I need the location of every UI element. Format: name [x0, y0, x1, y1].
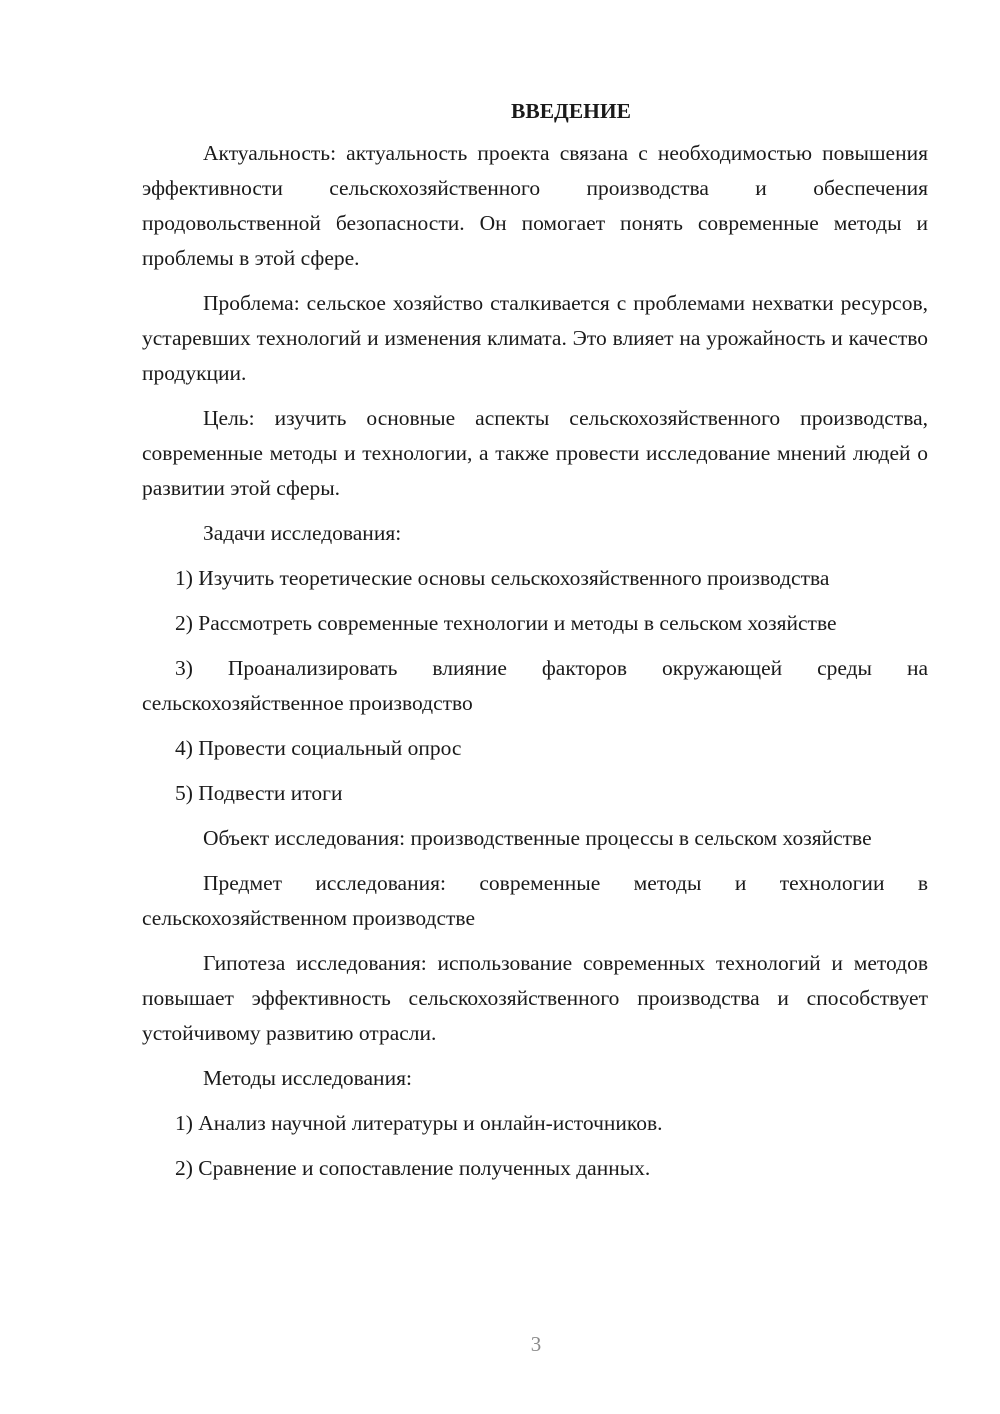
task-item-4: 4) Провести социальный опрос [175, 736, 462, 760]
tasks-heading: Задачи исследования: [203, 521, 402, 545]
page-number: 3 [530, 1332, 542, 1356]
task-item-3: 3) Проанализировать влияние факторов окружающей среды на сельскохозяйственное производство [142, 656, 928, 715]
methods-heading: Методы исследования: [203, 1066, 412, 1090]
task-item-1: 1) Изучить теоретические основы сельскохозяйственного производства [175, 566, 830, 590]
problem-paragraph: Проблема: сельское хозяйство сталкивается с проблемами нехватки ресурсов, устаревших технологий и изменения климата. Это влияет на урожайность и качество продукции. [142, 291, 928, 385]
task-item-2: 2) Рассмотреть современные технологии и методы в сельском хозяйстве [175, 611, 837, 635]
subject-paragraph: Предмет исследования: современные методы и технологии в сельскохозяйственном производстве [142, 871, 928, 930]
method-item-1: 1) Анализ научной литературы и онлайн-источников. [175, 1111, 663, 1135]
relevance-paragraph: Актуальность: актуальность проекта связана с необходимостью повышения эффективности сельскохозяйственного производства и обеспечения продовольственной безопасности. Он помогает понять современные методы и проблемы в этой сфере. [142, 141, 928, 270]
page-title: ВВЕДЕНИЕ [511, 99, 631, 123]
document-page [142, 96, 928, 1196]
method-item-2: 2) Сравнение и сопоставление полученных данных. [175, 1156, 651, 1180]
object-paragraph: Объект исследования: производственные процессы в сельском хозяйстве [203, 826, 872, 850]
goal-paragraph: Цель: изучить основные аспекты сельскохозяйственного производства, современные методы и технологии, а также провести исследование мнений людей о развитии этой сферы. [142, 406, 928, 500]
task-item-5: 5) Подвести итоги [175, 781, 343, 805]
hypothesis-paragraph: Гипотеза исследования: использование современных технологий и методов повышает эффективность сельскохозяйственного производства и способствует устойчивому развитию отрасли. [142, 951, 928, 1045]
